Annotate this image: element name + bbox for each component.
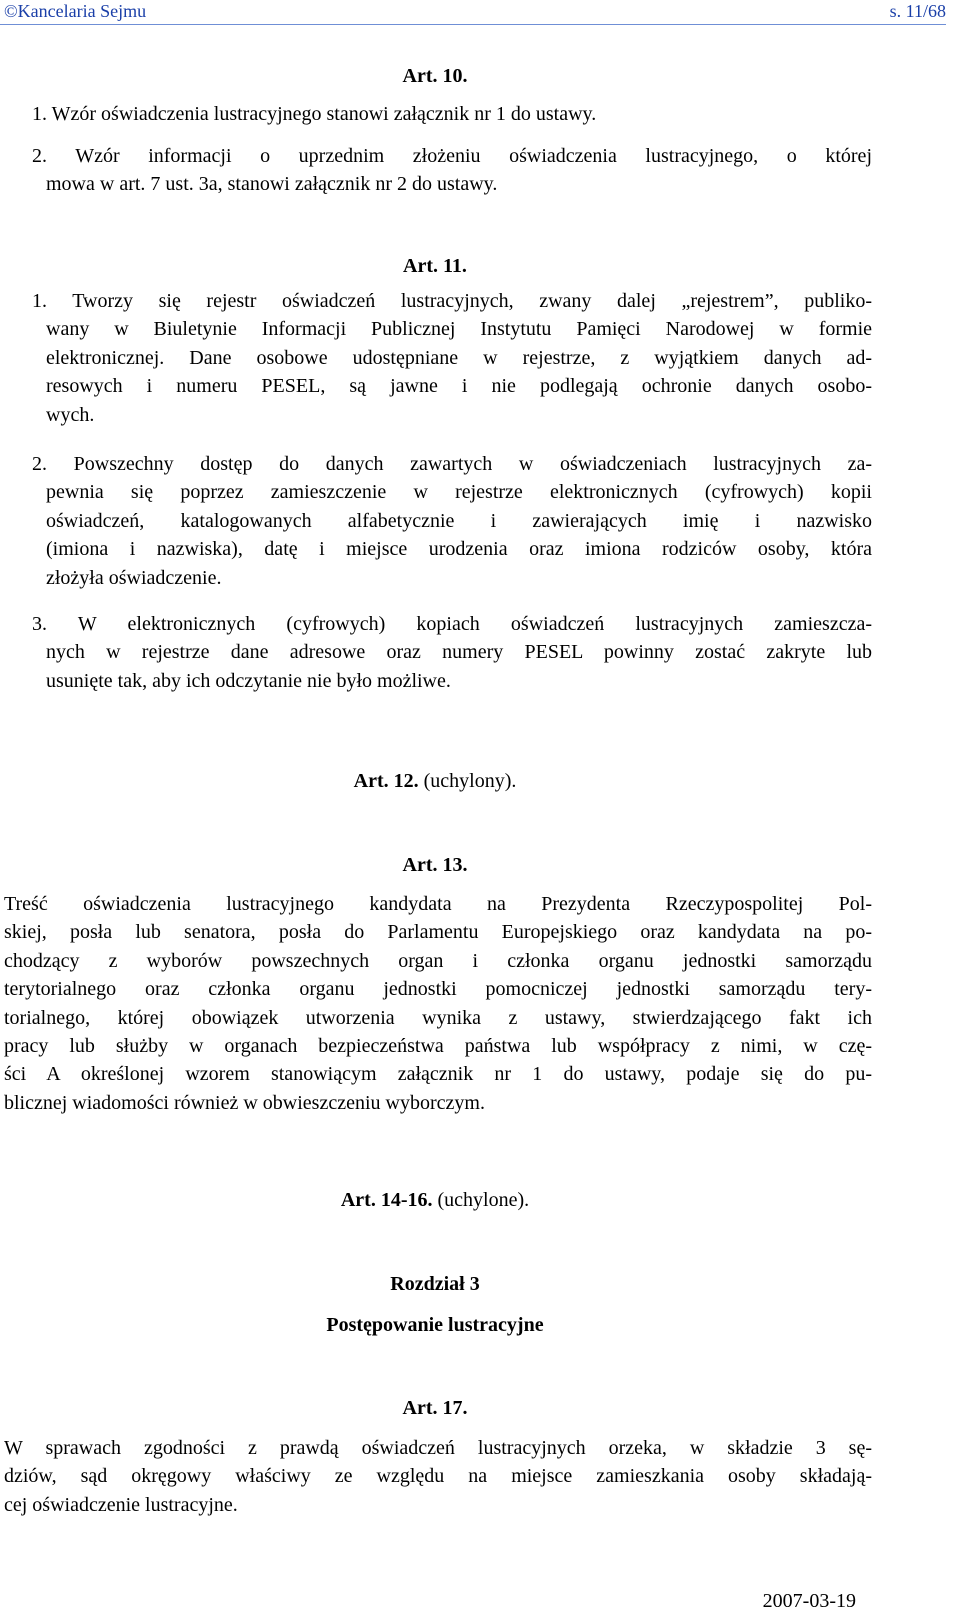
chapter-title: Postępowanie lustracyjne xyxy=(326,1314,544,1336)
article-11-heading: Art. 11. xyxy=(403,255,467,277)
page-header xyxy=(4,0,946,22)
article-13-heading: Art. 13. xyxy=(402,854,468,876)
article-12-heading: Art. 12. (uchylony). xyxy=(353,770,517,792)
article-10-heading: Art. 10. xyxy=(402,65,468,87)
chapter-number: Rozdział 3 xyxy=(390,1273,480,1295)
article-13-paragraph: Treść oświadczenia lustracyjnego kandydata na Prezydenta Rzeczypospolitej Pol- skiej, posła lub senatora, posła do Parlamentu Europejskiego oraz kandydata na po- chodzący z wyborów powszechnych organ i członka organu jednostki samorządu terytorialnego oraz członka organu jednostki pomocniczej jednostki samorządu tery- torialnego, której obowiązek utworzenia wynika z ustawy, stwierdzającego fakt ich pracy lub służby w organach bezpieczeństwa państwa lub współpracy z nimi, w czę- ści A określonej wzorem stanowiącym załącznik nr 1 do ustawy, podaje się do pu- blicznej wiadomości również w obwieszczeniu wyborczym. xyxy=(4,893,872,1114)
article-11-paragraph-1: 1. Tworzy się rejestr oświadczeń lustracyjnych, zwany dalej „rejestrem”, publiko- wany w Biuletynie Informacji Publicznej Instytutu Pamięci Narodowej w formie elektronicznej. Dane osobowe udostępniane w rejestrze, z wyjątkiem danych ad- resowych i numeru PESEL, są jawne i nie podlegają ochronie danych osobo- wych. xyxy=(32,290,872,426)
page-number: s. 11/68 xyxy=(889,1,946,21)
article-10-paragraph-2: 2. Wzór informacji o uprzednim złożeniu oświadczenia lustracyjnego, o której mowa w art. 7 ust. 3a, stanowi załącznik nr 2 do ustawy. xyxy=(32,145,872,196)
article-11-paragraph-3: 3. W elektronicznych (cyfrowych) kopiach oświadczeń lustracyjnych zamieszcza- nych w rejestrze dane adresowe oraz numery PESEL powinny zostać zakryte lub usunięte tak, aby ich odczytanie nie było możliwe. xyxy=(32,613,872,692)
footer-date: 2007-03-19 xyxy=(762,1590,856,1612)
article-14-16-heading: Art. 14-16. (uchylone). xyxy=(340,1189,530,1211)
header-divider xyxy=(0,24,946,25)
article-10-paragraph-1: 1. Wzór oświadczenia lustracyjnego stanowi załącznik nr 1 do ustawy. xyxy=(32,103,597,125)
publisher-label: ©Kancelaria Sejmu xyxy=(4,1,147,21)
article-11-paragraph-2: 2. Powszechny dostęp do danych zawartych w oświadczeniach lustracyjnych za- pewnia się poprzez zamieszczenie w rejestrze elektronicznych (cyfrowych) kopii oświadczeń, katalogowanych alfabetycznie i zawierających imię i nazwisko (imiona i nazwiska), datę i miejsce urodzenia oraz imiona rodziców osoby, która złożyła oświadczenie. xyxy=(32,453,872,589)
article-17-heading: Art. 17. xyxy=(402,1397,468,1419)
article-17-paragraph: W sprawach zgodności z prawdą oświadczeń lustracyjnych orzeka, w składzie 3 sę- dziów, sąd okręgowy właściwy ze względu na miejsce zamieszkania osoby składają- cej oświadczenie lustracyjne. xyxy=(4,1437,872,1516)
